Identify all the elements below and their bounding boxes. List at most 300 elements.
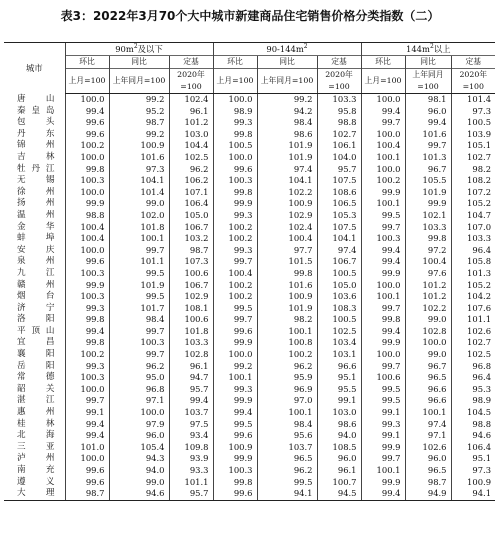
index-value: 100.2: [257, 349, 317, 361]
index-value: 99.9: [213, 453, 257, 465]
index-value: 101.3: [405, 152, 451, 164]
index-value: 100.0: [361, 349, 405, 361]
index-value: 99.4: [361, 106, 405, 118]
table-row: [4, 152, 495, 164]
table-row: [4, 245, 495, 257]
index-value: 102.8: [169, 349, 213, 361]
index-value: 103.3: [317, 94, 361, 106]
index-value: 107.6: [451, 303, 495, 315]
index-value: 100.7: [317, 477, 361, 489]
city-name: 扬州: [17, 198, 55, 209]
index-value: 100.8: [257, 337, 317, 349]
table-row: [4, 140, 495, 152]
index-value: 99.3: [213, 210, 257, 222]
index-value: 103.6: [317, 291, 361, 303]
index-value: 102.7: [451, 152, 495, 164]
index-value: 96.8: [451, 361, 495, 373]
index-value: 99.0: [109, 198, 169, 210]
index-value: 101.4: [451, 94, 495, 106]
index-value: 99.7: [361, 303, 405, 315]
index-value: 99.4: [65, 430, 109, 442]
city-name: 洛阳: [17, 314, 55, 325]
index-value: 96.7: [405, 361, 451, 373]
base-header: 上年同月=100: [257, 69, 317, 94]
index-value: 107.0: [451, 222, 495, 234]
group-header-90-144: $90-144m^2$: [213, 43, 361, 56]
index-value: 101.8: [169, 326, 213, 338]
table-row: [4, 349, 495, 361]
index-value: 100.0: [361, 280, 405, 292]
table-row: [4, 477, 495, 489]
index-value: 99.6: [213, 164, 257, 176]
index-value: 97.3: [451, 465, 495, 477]
city-name: 唐山: [17, 93, 55, 104]
index-value: 98.9: [451, 395, 495, 407]
index-value: 108.3: [317, 303, 361, 315]
index-value: 107.1: [169, 187, 213, 199]
index-value: 95.9: [257, 372, 317, 384]
index-value: 99.7: [361, 453, 405, 465]
index-value: 99.4: [169, 395, 213, 407]
index-value: 102.2: [405, 303, 451, 315]
index-value: 97.6: [405, 268, 451, 280]
index-value: 99.3: [65, 303, 109, 315]
index-value: 101.1: [109, 256, 169, 268]
index-value: 99.7: [361, 222, 405, 234]
index-value: 108.5: [317, 442, 361, 454]
index-value: 99.9: [361, 187, 405, 199]
index-value: 102.9: [169, 291, 213, 303]
index-value: 99.4: [213, 407, 257, 419]
index-value: 102.4: [257, 222, 317, 234]
city-name: 岳阳: [17, 360, 55, 371]
index-value: 99.5: [361, 395, 405, 407]
index-value: 99.7: [109, 349, 169, 361]
index-value: 99.4: [361, 326, 405, 338]
index-value: 101.0: [65, 442, 109, 454]
index-value: 99.5: [213, 419, 257, 431]
index-value: 99.8: [361, 314, 405, 326]
column-header: 同比: [109, 56, 169, 69]
index-value: 103.3: [451, 233, 495, 245]
index-value: 98.7: [65, 488, 109, 500]
index-value: 98.4: [257, 117, 317, 129]
city-column-header: 城市: [4, 43, 65, 94]
index-value: 106.7: [317, 256, 361, 268]
index-value: 105.8: [451, 256, 495, 268]
index-value: 101.4: [109, 187, 169, 199]
index-value: 100.5: [213, 140, 257, 152]
index-value: 96.7: [405, 164, 451, 176]
city-name: 桂林: [17, 418, 55, 429]
table-row: [4, 372, 495, 384]
index-value: 99.9: [213, 395, 257, 407]
index-value: 99.9: [213, 337, 257, 349]
index-value: 96.0: [109, 430, 169, 442]
table-row: [4, 430, 495, 442]
index-value: 95.7: [169, 488, 213, 500]
index-value: 99.2: [213, 361, 257, 373]
base-header: 上月=100: [213, 69, 257, 94]
index-value: 102.5: [317, 326, 361, 338]
index-value: 100.3: [109, 337, 169, 349]
base-header: 上年同月=100: [109, 69, 169, 94]
index-value: 103.2: [169, 233, 213, 245]
index-value: 98.2: [451, 164, 495, 176]
index-value: 98.7: [405, 477, 451, 489]
table-row: [4, 395, 495, 407]
index-value: 99.4: [361, 256, 405, 268]
index-value: 102.4: [169, 94, 213, 106]
index-value: 101.2: [405, 291, 451, 303]
index-value: 99.7: [361, 117, 405, 129]
index-value: 104.2: [451, 291, 495, 303]
table-row: [4, 94, 495, 106]
index-value: 100.4: [361, 140, 405, 152]
index-value: 105.0: [169, 210, 213, 222]
index-value: 99.6: [65, 465, 109, 477]
column-header: 环比: [65, 56, 109, 69]
index-value: 99.4: [65, 326, 109, 338]
index-value: 95.0: [109, 372, 169, 384]
index-value: 99.4: [405, 117, 451, 129]
index-value: 100.1: [213, 372, 257, 384]
index-value: 99.9: [361, 337, 405, 349]
index-value: 99.5: [361, 210, 405, 222]
index-value: 99.2: [257, 94, 317, 106]
city-name: 锦州: [17, 140, 55, 151]
index-value: 105.1: [451, 140, 495, 152]
city-name: 烟台: [17, 291, 55, 302]
index-value: 100.0: [65, 245, 109, 257]
index-value: 100.9: [257, 291, 317, 303]
index-value: 96.5: [405, 372, 451, 384]
index-value: 100.1: [405, 407, 451, 419]
table-row: [4, 326, 495, 338]
index-value: 101.1: [451, 314, 495, 326]
index-value: 99.2: [109, 94, 169, 106]
index-value: 94.2: [257, 106, 317, 118]
index-value: 97.7: [257, 245, 317, 257]
city-name: 平顶山: [17, 325, 55, 336]
city-name: 宜昌: [17, 337, 55, 348]
index-value: 100.0: [213, 94, 257, 106]
index-value: 103.7: [169, 407, 213, 419]
index-value: 103.7: [257, 442, 317, 454]
index-value: 96.1: [317, 465, 361, 477]
base-header: 2020年=100: [317, 69, 361, 94]
index-value: 96.1: [169, 361, 213, 373]
table-row: [4, 175, 495, 187]
index-value: 99.4: [65, 106, 109, 118]
index-value: 100.6: [169, 268, 213, 280]
index-value: 94.9: [405, 488, 451, 500]
city-name: 三亚: [17, 441, 55, 452]
index-value: 94.1: [451, 488, 495, 500]
index-value: 95.3: [451, 384, 495, 396]
index-value: 94.3: [109, 453, 169, 465]
city-name: 襄阳: [17, 349, 55, 360]
index-value: 101.7: [109, 303, 169, 315]
city-name: 无锡: [17, 175, 55, 186]
table-row: [4, 442, 495, 454]
index-value: 100.9: [451, 477, 495, 489]
index-value: 99.2: [109, 129, 169, 141]
index-value: 100.9: [109, 140, 169, 152]
index-value: 107.3: [169, 256, 213, 268]
index-value: 100.2: [65, 140, 109, 152]
index-value: 100.0: [361, 94, 405, 106]
index-value: 99.3: [361, 419, 405, 431]
table-row: [4, 453, 495, 465]
index-value: 94.6: [451, 430, 495, 442]
index-value: 99.5: [257, 477, 317, 489]
index-value: 104.5: [451, 407, 495, 419]
index-value: 100.1: [257, 326, 317, 338]
column-header: 定基: [451, 56, 495, 69]
index-value: 99.1: [317, 395, 361, 407]
index-value: 96.0: [405, 453, 451, 465]
index-value: 103.4: [317, 337, 361, 349]
city-name: 南充: [17, 465, 55, 475]
index-value: 102.0: [109, 210, 169, 222]
index-value: 97.4: [405, 419, 451, 431]
index-value: 99.0: [405, 349, 451, 361]
index-value: 100.0: [65, 152, 109, 164]
index-value: 106.4: [169, 198, 213, 210]
index-value: 103.3: [169, 337, 213, 349]
index-value: 99.5: [109, 291, 169, 303]
index-value: 100.3: [213, 175, 257, 187]
table-row: [4, 210, 495, 222]
city-name: 赣州: [17, 279, 55, 290]
index-value: 100.2: [213, 222, 257, 234]
index-value: 99.3: [65, 361, 109, 373]
index-value: 95.2: [109, 106, 169, 118]
index-value: 103.0: [169, 129, 213, 141]
index-value: 97.5: [169, 419, 213, 431]
base-header: 上月=100: [65, 69, 109, 94]
index-value: 101.9: [257, 140, 317, 152]
index-value: 100.4: [257, 233, 317, 245]
index-value: 97.3: [109, 164, 169, 176]
index-value: 94.6: [109, 488, 169, 500]
index-value: 106.2: [169, 175, 213, 187]
table-row: [4, 129, 495, 141]
index-value: 95.7: [317, 164, 361, 176]
index-value: 101.9: [109, 280, 169, 292]
index-value: 108.2: [451, 175, 495, 187]
index-value: 99.8: [257, 268, 317, 280]
index-value: 100.3: [361, 233, 405, 245]
index-value: 102.7: [451, 337, 495, 349]
index-value: 100.9: [213, 442, 257, 454]
index-value: 104.1: [257, 175, 317, 187]
city-name: 惠州: [17, 407, 55, 418]
base-header: 上年同月=100: [405, 69, 451, 94]
column-header: 同比: [257, 56, 317, 69]
table-row: [4, 256, 495, 268]
index-value: 101.2: [405, 280, 451, 292]
index-value: 97.1: [405, 430, 451, 442]
index-value: 99.0: [109, 477, 169, 489]
index-value: 99.6: [65, 256, 109, 268]
index-value: 99.9: [361, 268, 405, 280]
index-value: 97.4: [317, 245, 361, 257]
index-value: 96.6: [317, 361, 361, 373]
index-value: 98.8: [317, 117, 361, 129]
index-value: 98.7: [169, 245, 213, 257]
index-value: 104.1: [317, 233, 361, 245]
table-body: [4, 94, 495, 501]
column-header: 定基: [317, 56, 361, 69]
column-header: 环比: [361, 56, 405, 69]
index-value: 95.1: [317, 372, 361, 384]
index-value: 99.5: [213, 303, 257, 315]
index-value: 99.7: [361, 361, 405, 373]
group-header-144: $144m^2$以上: [361, 43, 495, 56]
index-value: 99.6: [65, 477, 109, 489]
index-value: 99.8: [213, 187, 257, 199]
index-value: 101.9: [405, 187, 451, 199]
index-value: 99.7: [65, 395, 109, 407]
index-value: 97.3: [451, 106, 495, 118]
index-value: 96.1: [169, 106, 213, 118]
city-name: 徐州: [17, 186, 55, 197]
index-value: 95.7: [169, 384, 213, 396]
index-value: 103.9: [451, 129, 495, 141]
index-value: 99.3: [213, 384, 257, 396]
table-header: [4, 43, 495, 94]
city-name: 大理: [4, 488, 65, 500]
index-value: 99.7: [213, 314, 257, 326]
table-row: [4, 488, 495, 500]
index-value: 96.6: [405, 384, 451, 396]
index-value: 99.7: [213, 256, 257, 268]
index-value: 100.9: [257, 198, 317, 210]
index-value: 97.4: [257, 164, 317, 176]
city-name: 九江: [17, 267, 55, 278]
index-value: 95.1: [451, 453, 495, 465]
index-value: 94.7: [169, 372, 213, 384]
index-value: 97.0: [257, 395, 317, 407]
index-value: 100.4: [213, 268, 257, 280]
index-value: 109.8: [169, 442, 213, 454]
index-value: 99.7: [109, 326, 169, 338]
table-row: [4, 106, 495, 118]
group-header-90: $90m^2$及以下: [65, 43, 213, 56]
index-value: 104.1: [109, 175, 169, 187]
page-title: 表3：2022年3月70个大中城市新建商品住宅销售价格分类指数（二）: [60, 9, 440, 23]
index-value: 107.5: [317, 222, 361, 234]
index-value: 102.5: [451, 349, 495, 361]
index-value: 98.6: [317, 419, 361, 431]
index-value: 99.4: [65, 419, 109, 431]
index-value: 100.3: [65, 372, 109, 384]
index-value: 99.9: [405, 198, 451, 210]
city-name: 济宁: [17, 302, 55, 313]
index-value: 100.0: [65, 187, 109, 199]
index-value: 100.0: [213, 349, 257, 361]
index-value: 96.9: [257, 384, 317, 396]
index-value: 96.5: [405, 465, 451, 477]
index-value: 99.9: [65, 280, 109, 292]
index-value: 99.6: [65, 117, 109, 129]
index-value: 100.0: [65, 384, 109, 396]
index-value: 101.8: [109, 222, 169, 234]
index-value: 102.6: [405, 442, 451, 454]
index-value: 100.1: [109, 233, 169, 245]
index-value: 106.5: [317, 198, 361, 210]
city-name: 泉州: [17, 256, 55, 267]
city-name: 金华: [17, 221, 55, 232]
city-name: 安庆: [17, 244, 55, 255]
table-row: [4, 407, 495, 419]
city-name: 湛江: [17, 395, 55, 406]
index-value: 100.0: [65, 94, 109, 106]
index-value: 100.5: [317, 314, 361, 326]
index-value: 100.0: [405, 337, 451, 349]
index-value: 99.5: [361, 384, 405, 396]
index-value: 108.1: [169, 303, 213, 315]
table-row: [4, 303, 495, 315]
index-value: 100.0: [65, 453, 109, 465]
index-value: 99.7: [109, 245, 169, 257]
index-value: 99.1: [361, 407, 405, 419]
index-value: 100.6: [169, 314, 213, 326]
base-header: 2020年=100: [451, 69, 495, 94]
index-value: 97.2: [405, 245, 451, 257]
index-value: 99.3: [213, 245, 257, 257]
city-name: 温州: [17, 209, 55, 220]
index-value: 100.2: [213, 280, 257, 292]
index-value: 96.2: [169, 164, 213, 176]
index-value: 102.2: [257, 187, 317, 199]
index-value: 98.8: [65, 210, 109, 222]
index-value: 105.3: [317, 210, 361, 222]
table-row: [4, 222, 495, 234]
index-value: 99.8: [213, 477, 257, 489]
index-value: 98.4: [109, 314, 169, 326]
index-value: 93.3: [169, 465, 213, 477]
index-value: 105.5: [405, 175, 451, 187]
index-value: 96.0: [317, 453, 361, 465]
index-value: 100.5: [317, 268, 361, 280]
index-value: 102.9: [257, 210, 317, 222]
index-value: 102.8: [405, 326, 451, 338]
index-value: 96.6: [405, 395, 451, 407]
index-value: 100.0: [213, 152, 257, 164]
index-value: 99.6: [213, 326, 257, 338]
index-value: 100.0: [361, 164, 405, 176]
table-row: [4, 337, 495, 349]
index-value: 93.4: [169, 430, 213, 442]
index-value: 101.3: [451, 268, 495, 280]
index-value: 99.8: [65, 314, 109, 326]
index-value: 106.7: [169, 280, 213, 292]
index-value: 100.1: [361, 198, 405, 210]
city-name: 泸州: [17, 453, 55, 464]
index-value: 108.6: [317, 187, 361, 199]
index-value: 106.7: [169, 222, 213, 234]
index-value: 100.3: [65, 175, 109, 187]
index-value: 99.9: [213, 198, 257, 210]
table-row: [4, 465, 495, 477]
table-row: [4, 164, 495, 176]
index-value: 100.4: [65, 233, 109, 245]
index-value: 104.4: [169, 140, 213, 152]
index-value: 99.4: [361, 488, 405, 500]
